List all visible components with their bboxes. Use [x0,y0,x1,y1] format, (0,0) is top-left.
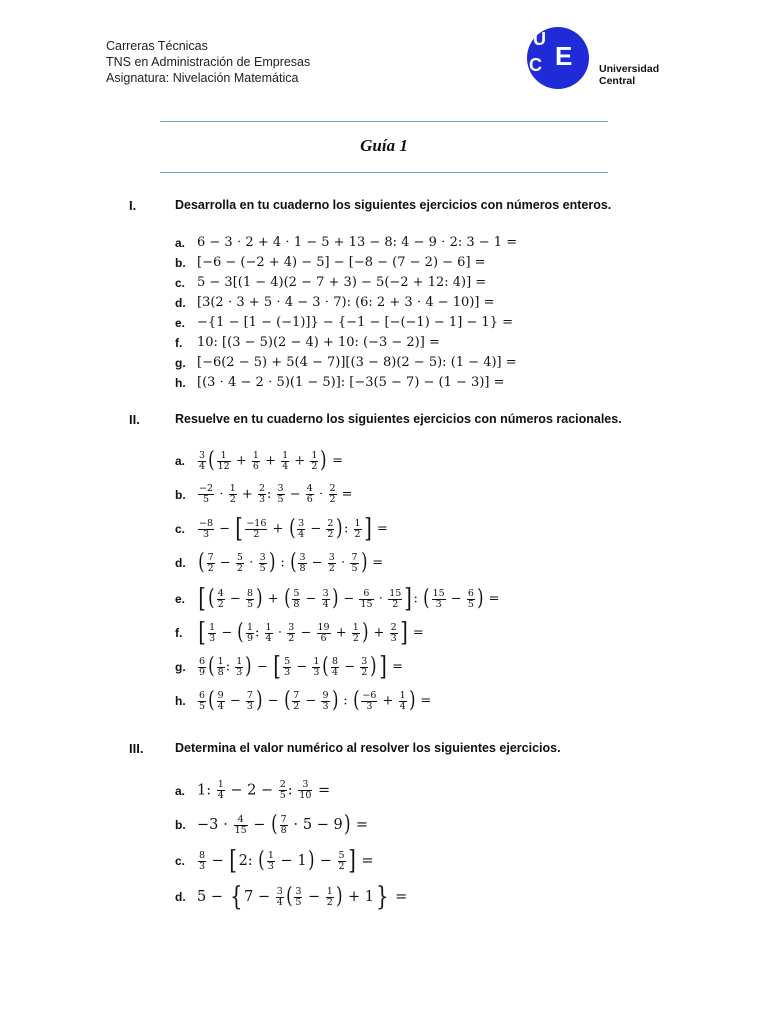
exercise-2e: e. [ ( $\frac{4}{2}$ − $\frac{8}{5}$ ) + ( $\frac{5}{8}$ − $\frac{3}{4}$ ) − $\frac{6}{15}$ ⋅ $\frac{15}{2}$ ]: ( $\frac{15}{3}$ − $\frac{6}{5}$ ) = [175,584,500,614]
section-1-instruction: Desarrolla en tu cuaderno los siguientes ejercicios con números enteros. [175,198,612,212]
exercise-1a: a. 6 − 3 ⋅ 2 + 4 ⋅ 1 − 5 + 13 − 8: 4 − 9 ⋅ 2: 3 − 1 = [175,235,518,251]
exercise-3d: d. 5 − { 7 − $\frac{3}{4}$ ( $\frac{3}{5}$ − $\frac{1}{2}$ ) + 1} = [175,882,408,912]
title-rule-bottom [160,172,608,173]
exercise-expression: [(3 ⋅ 4 − 2 ⋅ 5)(1 − 5)]: [−3(5 − 7) − (1 − 3)] = [197,375,505,391]
exercise-expression: 10: [(3 − 5)(2 − 4) + 10: (−3 − 2)] = [197,335,440,351]
exercise-expression: −3 ⋅ $\frac{4}{15}$ − ( $\frac{7}{8}$ ⋅ 5 − 9) = [197,812,369,837]
exercise-expression: ( $\frac{7}{2}$ − $\frac{5}{2}$ ⋅ $\frac{3}{5}$ ) : ( $\frac{3}{8}$ − $\frac{3}{2}$ ⋅ $\frac{7}{5}$ ) = [198,550,384,575]
exercise-expression: $\frac{-8}{3}$ − [ $\frac{-16}{2}$ + ( $\frac{3}{4}$ − $\frac{2}{2}$ ): $\frac{1}{2}$ ] = [199,514,388,544]
exercise-2d: d. ( $\frac{7}{2}$ − $\frac{5}{2}$ ⋅ $\frac{3}{5}$ ) : ( $\frac{3}{8}$ − $\frac{3}{2}$ ⋅ $\frac{7}{5}$ ) = [175,550,384,575]
exercise-1f: f. 10: [(3 − 5)(2 − 4) + 10: (−3 − 2)] = [175,335,440,351]
exercise-expression: $\frac{6}{5}$ ( $\frac{9}{4}$ − $\frac{7}{3}$ ) − ( $\frac{7}{2}$ − $\frac{9}{3}$ ) : ( $\frac{-6}{3}$ + $\frac{1}{4}$ ) = [199,688,432,713]
exercise-1g: g. [−6(2 − 5) + 5(4 − 7)][(3 − 8)(2 − 5): (1 − 4)] = [175,355,517,371]
exercise-2a: a. $\frac{3}{4}$ ( $\frac{1}{12}$ + $\frac{1}{6}$ + $\frac{1}{4}$ + $\frac{1}{2}$ ) = [175,448,344,473]
page-title: Guía 1 [360,136,408,155]
exercise-2f: f. [ $\frac{1}{3}$ − ( $\frac{1}{9}$ : $\frac{1}{4}$ ⋅ $\frac{3}{2}$ − $\frac{19}{6}$ + $\frac{1}{2}$ ) + $\frac{2}{3}$ ] = [175,618,424,648]
exercise-1e: e. −{1 − [1 − (−1)]} − {−1 − [−(−1) − 1] − 1} = [175,315,513,331]
exercise-1d: d. [3(2 ⋅ 3 + 5 ⋅ 4 − 3 ⋅ 7): (6: 2 + 3 ⋅ 4 − 10)] = [175,295,495,311]
university-logo [527,27,677,91]
logo-letter-c: C [529,55,542,75]
exercise-2b: b. $\frac{-2}{5}$ ⋅ $\frac{1}{2}$ + $\frac{2}{3}$ : $\frac{3}{5}$ − $\frac{4}{6}$ ⋅ $\frac{2}{2}$ = [175,483,353,505]
section-2-number: II. [129,412,140,427]
exercise-2h: h. $\frac{6}{5}$ ( $\frac{9}{4}$ − $\frac{7}{3}$ ) − ( $\frac{7}{2}$ − $\frac{9}{3}$ ) : ( $\frac{-6}{3}$ + $\frac{1}{4}$ ) = [175,688,432,713]
exercise-1h: h. [(3 ⋅ 4 − 2 ⋅ 5)(1 − 5)]: [−3(5 − 7) − (1 − 3)] = [175,375,505,391]
exercise-expression: [−6(2 − 5) + 5(4 − 7)][(3 − 8)(2 − 5): (1 − 4)] = [197,355,517,371]
exercise-1c: c. 5 − 3[(1 − 4)(2 − 7 + 3) − 5(−2 + 12: 4)] = [175,275,487,291]
logo-letter-n: N [561,71,572,87]
header-block [106,38,310,86]
exercise-expression: 5 − 3[(1 − 4)(2 − 7 + 3) − 5(−2 + 12: 4)] = [197,275,487,291]
exercise-3b: b. −3 ⋅ $\frac{4}{15}$ − ( $\frac{7}{8}$ ⋅ 5 − 9) = [175,812,369,837]
exercise-expression: [ ( $\frac{4}{2}$ − $\frac{8}{5}$ ) + ( $\frac{5}{8}$ − $\frac{3}{4}$ ) − $\frac{6}{15}$ ⋅ $\frac{15}{2}$ ]: ( $\frac{15}{3}$ − $\frac{6}{5}$ ) = [198,584,500,614]
exercise-expression: −{1 − [1 − (−1)]} − {−1 − [−(−1) − 1] − 1} = [197,315,513,331]
section-3-instruction: Determina el valor numérico al resolver los siguientes ejercicios. [175,741,561,755]
logo-name-line2: Central [599,75,636,87]
exercise-expression: [−6 − (−2 + 4) − 5] − [−8 − (7 − 2) − 6] = [197,255,486,271]
exercise-3a: a. 1: $\frac{1}{4}$ − 2 − $\frac{2}{5}$ : $\frac{3}{10}$ = [175,779,331,801]
logo-letter-u: U [533,29,546,49]
exercise-3c: c. $\frac{8}{3}$ − [2: ( $\frac{1}{3}$ − 1) − $\frac{5}{2}$ ] = [175,846,374,876]
header-line-subject: Asignatura: Nivelación Matemática [106,71,299,85]
logo-name-line1: Universidad [599,63,660,75]
section-3-number: III. [129,741,144,756]
exercise-2c: c. $\frac{-8}{3}$ − [ $\frac{-16}{2}$ + ( $\frac{3}{4}$ − $\frac{2}{2}$ ): $\frac{1}{2}$ ] = [175,514,388,544]
exercise-expression: $\frac{-2}{5}$ ⋅ $\frac{1}{2}$ + $\frac{2}{3}$ : $\frac{3}{5}$ − $\frac{4}{6}$ ⋅ $\frac{2}{2}$ = [199,483,353,505]
exercise-2g: g. $\frac{6}{9}$ ( $\frac{1}{8}$ : $\frac{1}{3}$ ) − [ $\frac{5}{3}$ − $\frac{1}{3}$ ( $\frac{8}{4}$ − $\frac{3}{2}$ )] = [175,652,404,682]
exercise-expression: $\frac{8}{3}$ − [2: ( $\frac{1}{3}$ − 1) − $\frac{5}{2}$ ] = [199,846,374,876]
exercise-expression: [3(2 ⋅ 3 + 5 ⋅ 4 − 3 ⋅ 7): (6: 2 + 3 ⋅ 4 − 10)] = [197,295,495,311]
logo-letter-e: E [555,41,573,71]
exercise-expression: 1: $\frac{1}{4}$ − 2 − $\frac{2}{5}$ : $\frac{3}{10}$ = [197,779,331,801]
exercise-expression: 5 − { 7 − $\frac{3}{4}$ ( $\frac{3}{5}$ − $\frac{1}{2}$ ) + 1} = [197,882,408,912]
exercise-expression: 6 − 3 ⋅ 2 + 4 ⋅ 1 − 5 + 13 − 8: 4 − 9 ⋅ 2: 3 − 1 = [197,235,518,251]
title-rule-top [160,121,608,122]
exercise-expression: $\frac{6}{9}$ ( $\frac{1}{8}$ : $\frac{1}{3}$ ) − [ $\frac{5}{3}$ − $\frac{1}{3}$ ( $\frac{8}{4}$ − $\frac{3}{2}$ )] = [199,652,404,682]
exercise-1b: b. [−6 − (−2 + 4) − 5] − [−8 − (7 − 2) − 6] = [175,255,486,271]
section-2-instruction: Resuelve en tu cuaderno los siguientes ejercicios con números racionales. [175,412,622,426]
header-line-career: Carreras Técnicas [106,39,208,53]
logo-wordmark [599,63,659,87]
exercise-expression: [ $\frac{1}{3}$ − ( $\frac{1}{9}$ : $\frac{1}{4}$ ⋅ $\frac{3}{2}$ − $\frac{19}{6}$ + $\frac{1}{2}$ ) + $\frac{2}{3}$ ] = [198,618,424,648]
exercise-expression: $\frac{3}{4}$ ( $\frac{1}{12}$ + $\frac{1}{6}$ + $\frac{1}{4}$ + $\frac{1}{2}$ ) = [199,448,344,473]
header-line-program: TNS en Administración de Empresas [106,55,311,69]
section-1-number: I. [129,198,137,213]
